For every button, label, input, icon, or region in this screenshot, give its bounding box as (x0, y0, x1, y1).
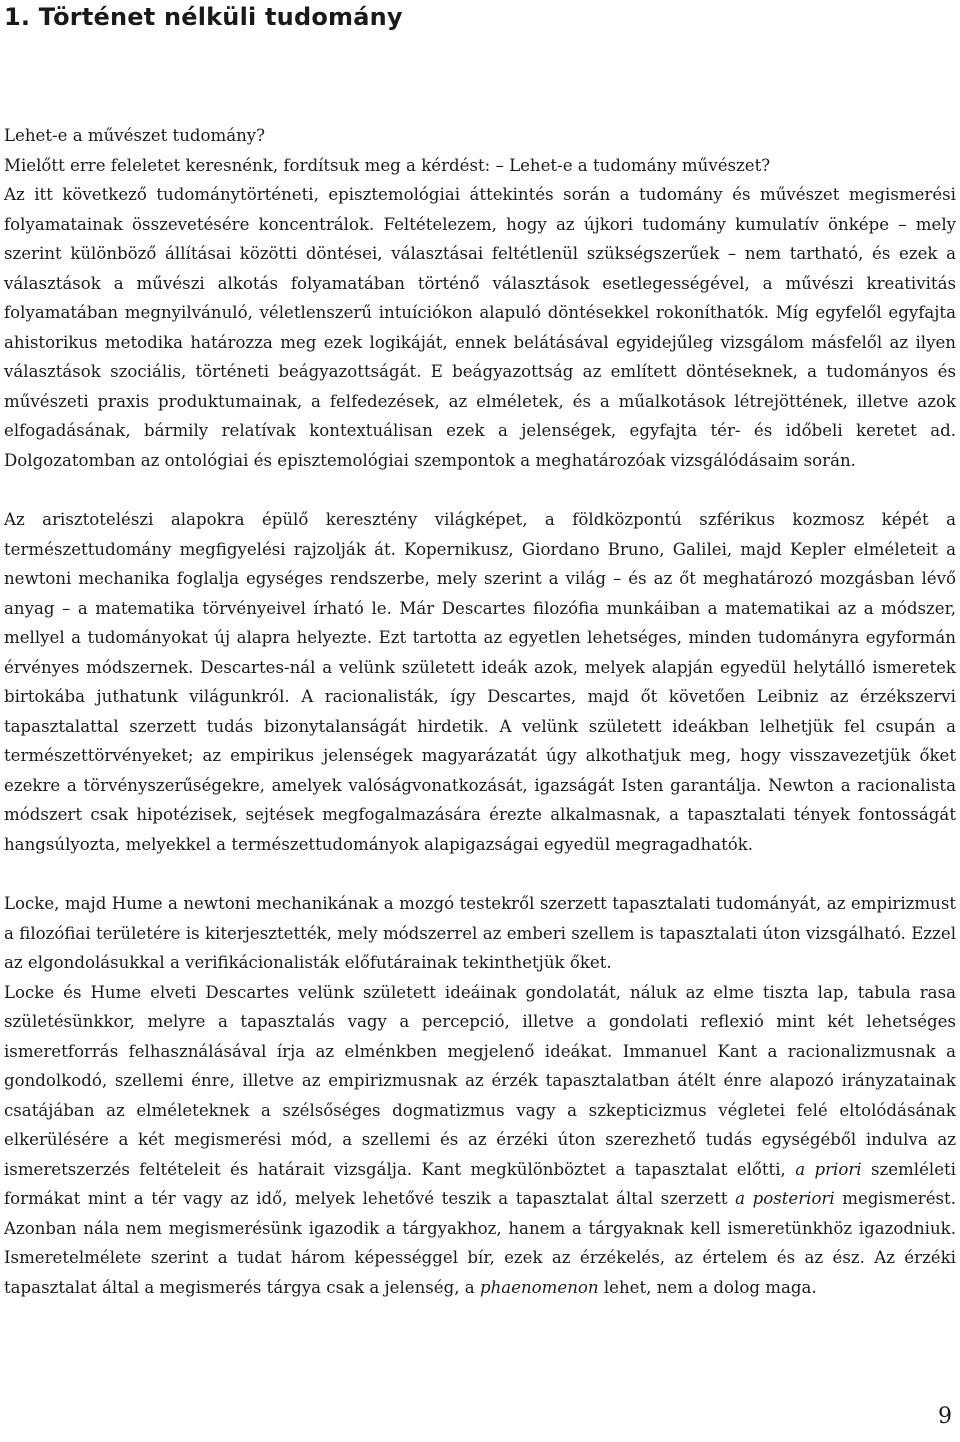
paragraph-spacer (4, 859, 956, 889)
body-text (4, 121, 956, 1302)
phaenomenon-term: phaenomenon (479, 1277, 599, 1297)
intro-paragraph: Az itt következő tudománytörténeti, episztemológiai áttekintés során a tudomány és művészet megismerési folyamatainak összevetésére koncentrálok. Feltételezem, hogy az újkori tudomány kumulatív önképe – mely szerint különböző állításai közötti döntései, választásai feltétlenül szükségszerűek – nem tartható, és ezek a választások a művészi alkotás folyamatában történő választások esetlegességével, a művészi kreativitás folyamatában megnyilvánuló, véletlenszerű intuíciókon alapuló döntésekkel rokoníthatók. Míg egyfelől egyfajta ahistorikus metodika határozza meg ezek logikáját, ennek belátásával egyidejűleg vizsgálom másfelől az ilyen választások szociális, történeti beágyazottságát. E beágyazottság az említett döntéseknek, a tudományos és művészeti praxis produktumainak, a felfedezések, az elméletek, és a műalkotások létrejöttének, illetve azok elfogadásának, bármily relatívak kontextuálisan ezek a jelenségek, egyfajta tér- és időbeli keretet ad. Dolgozatomban az ontológiai és episztemológiai szempontok a meghatározóak vizsgálódásaim során. (4, 185, 956, 470)
empiricism-paragraph: Locke, majd Hume a newtoni mechanikának a mozgó testekről szerzett tapasztalati tudományát, az empirizmust a filozófiai területére is kiterjesztették, mely módszerrel az emberi szellem is tapasztalati úton vizsgálható. Ezzel az elgondolásukkal a verifikácionalisták előfutárainak tekinthetjük őket. (4, 894, 956, 972)
kant-text-part-3: megismerést. Azonban nála nem megismerésünk igazodik a tárgyakhoz, hanem a tárgyaknak kell ismeretünkhöz igazodniuk. Ismeretelmélete szerint a tudat három képességgel bír, ezek az érzékelés, az értelem és az ész. Az érzéki tapasztalat által a megismerés tárgya csak a jelenség, a (4, 1189, 956, 1297)
kant-text-part-1: Locke és Hume elveti Descartes velünk született ideáinak gondolatát, náluk az elme tiszta lap, tabula rasa születésünkkor, melyre a tapasztalás vagy a percepció, illetve a gondolati reflexió mint két lehetséges ismeretforrás felhasználásával írja az elménkben megjelenő ideákat. Immanuel Kant a racionalizmusnak a gondolkodó, szellemi énre, illetve az empirizmusnak az érzék tapasztalatban átélt énre alapozó irányzatainak csatájában az elméleteknek a szélsőséges dogmatizmus vagy a szkepticizmus végletei felé eltolódásának elkerülésére a két megismerési mód, a szellemi és az érzéki úton szerezhető tudás egységéből indulva az ismeretszerzés feltételeit és határait vizsgálja. Kant megkülönböztet a tapasztalat előtti, (4, 982, 956, 1179)
document-page (4, 0, 956, 1297)
chapter-title: 1. Történet nélküli tudomány (4, 3, 403, 31)
intro-question: Lehet-e a művészet tudomány? (4, 126, 266, 145)
page-number: 9 (938, 1404, 952, 1429)
a-posteriori-term: a posteriori (735, 1189, 835, 1208)
kant-text-part-2: szemléleti formákat mint a tér vagy az idő, melyek lehetővé teszik a tapasztalat által szerzett (4, 1159, 956, 1208)
intro-reversed-question: Mielőtt erre feleletet keresnénk, fordítsuk meg a kérdést: – Lehet-e a tudomány művészet? (4, 155, 771, 175)
a-priori-term: a priori (795, 1159, 862, 1179)
kant-paragraph (4, 978, 956, 1303)
paragraph-spacer (4, 475, 956, 505)
kant-text-part-4: lehet, nem a dolog maga. (598, 1277, 817, 1297)
worldview-paragraph: Az arisztotelészi alapokra épülő keresztény világképet, a földközpontú szférikus kozmosz képét a természettudomány megfigyelési rajzolják át. Kopernikusz, Giordano Bruno, Galilei, majd Kepler elméleteit a newtoni mechanika foglalja egységes rendszerbe, mely szerint a világ – és az őt meghatározó mozgásban lévő anyag – a matematika törvényeivel írható le. Már Descartes filozófia munkáiban a matematikai az a módszer, mellyel a tudományokat új alapra helyezte. Ezt tartotta az egyetlen lehetséges, minden tudományra egyformán érvényes módszernek. Descartes-nál a velünk született ideák azok, melyek alapján egyedül helytálló ismeretek birtokába juthatunk világunkról. A racionalisták, így Descartes, majd őt követően Leibniz az érzékszervi tapasztalattal szerzett tudás bizonytalanságát hirdetik. A velünk született ideákban lelhetjük fel csupán a természettörvényeket; az empirikus jelenségek magyarázatát úgy alkothatjuk meg, hogy visszavezetjük őket ezekre a törvényszerűségekre, amelyek valóságvonatkozását, igazságát Isten garantálja. Newton a racionalista módszert csak hipotézisek, sejtések megfogalmazására érezte alkalmasnak, a tapasztalati tények fontosságát hangsúlyozta, melyekkel a természettudományok alapigazságai egyedül megragadhatók. (4, 510, 956, 854)
